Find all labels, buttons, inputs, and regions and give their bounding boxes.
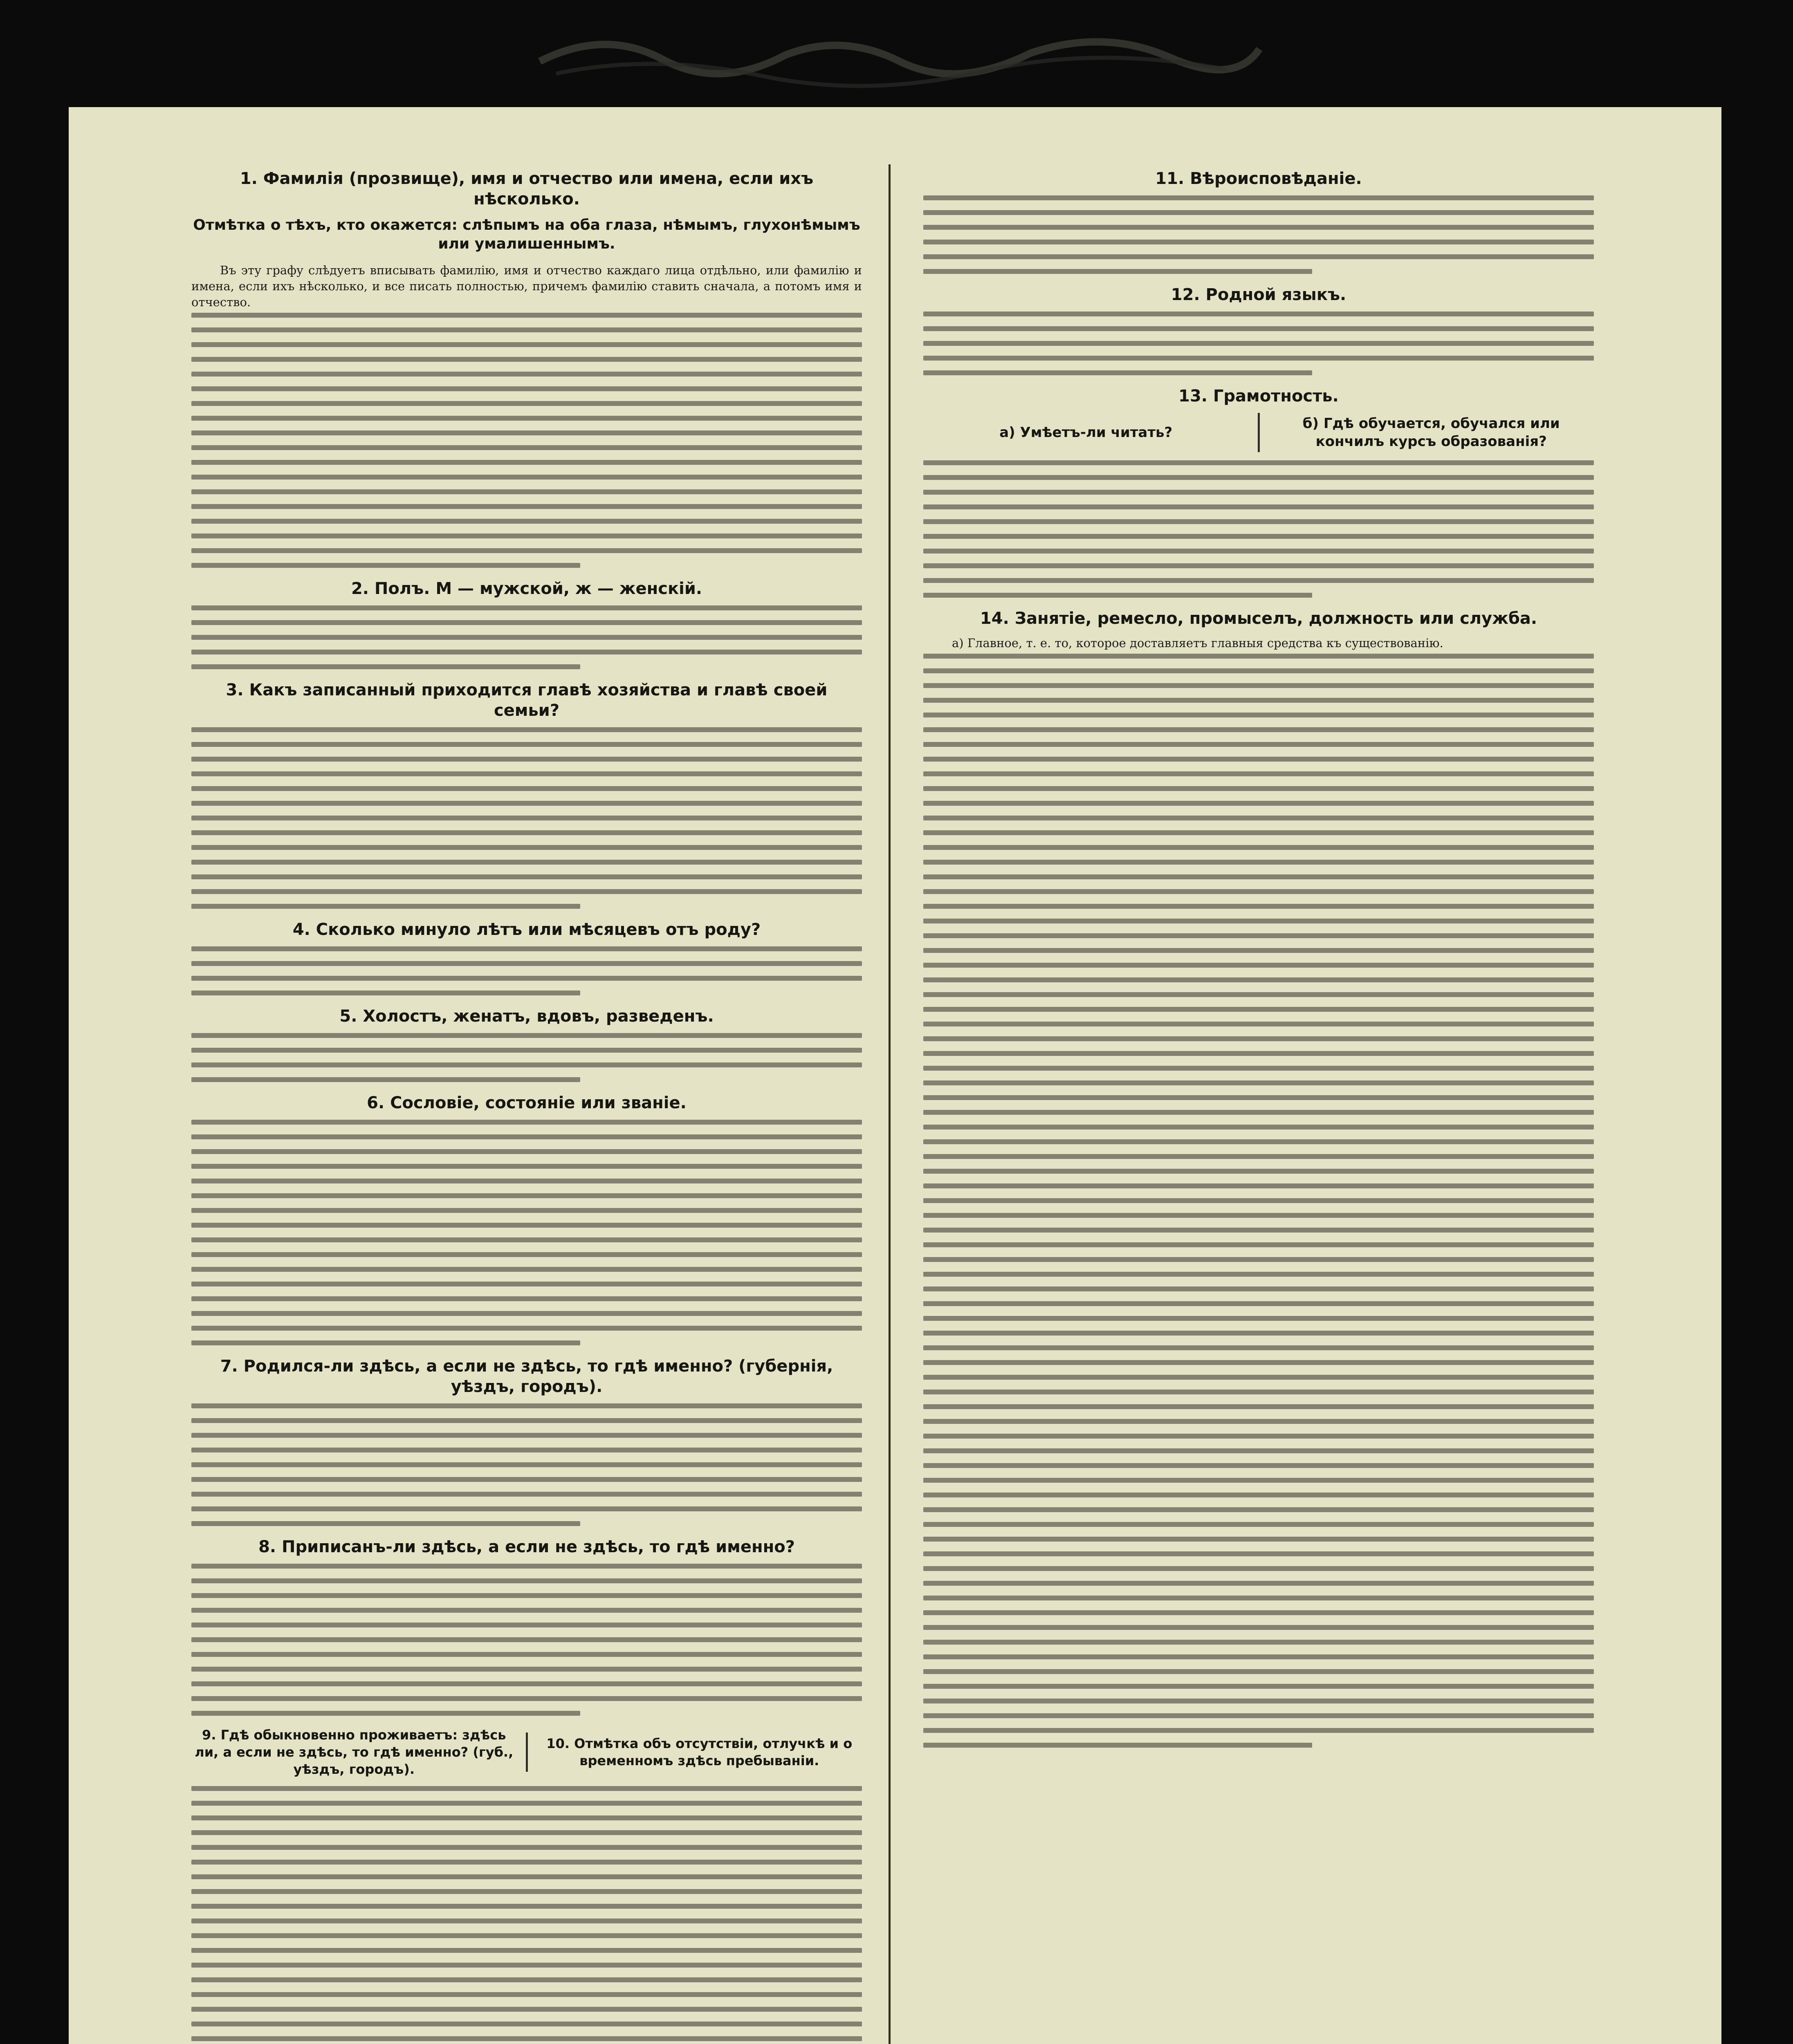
left-column (191, 168, 862, 2044)
section-8-title: 8. Приписанъ-ли здѣсь, а если не здѣсь, то гдѣ именно? (258, 1537, 795, 1556)
section-13-subheaders (923, 413, 1594, 452)
section-13b-title: б) Гдѣ обучается, обучался или кончилъ курсъ образованія? (1302, 415, 1560, 450)
section-3-title: 3. Какъ записанный приходится главѣ хозяйства и главѣ своей семьи? (226, 681, 828, 720)
section-5-title: 5. Холостъ, женатъ, вдовъ, разведенъ. (339, 1007, 714, 1026)
section-1-body-lines (191, 313, 862, 568)
section-14-body-lines (923, 654, 1594, 1748)
section-1-lead: Въ эту графу слѣдуетъ вписывать фамилію, имя и отчество каждаго лица отдѣльно, или фамилію и имена, если ихъ нѣсколько, и все писать полностью, причемъ фамилію ставить сначала, а потомъ имя и отчество. (191, 263, 862, 309)
section-13-title: 13. Грамотность. (1178, 387, 1339, 406)
section-13a-title: а) Умѣетъ-ли читать? (999, 424, 1173, 441)
column-divider (889, 164, 891, 2044)
sections-9-10-header (191, 1726, 862, 1778)
section-8-body-lines (191, 1564, 862, 1716)
section-12-body-lines (923, 312, 1594, 375)
section-10-title: 10. Отмѣтка объ отсутствіи, отлучкѣ и о временномъ здѣсь пребываніи. (546, 1736, 853, 1768)
section-14-title: 14. Занятіе, ремесло, промыселъ, должность или служба. (980, 609, 1537, 628)
section-1-title: 1. Фамилія (прозвище), имя и отчество или имена, если ихъ нѣсколько. (240, 169, 814, 208)
section-7-title: 7. Родился-ли здѣсь, а если не здѣсь, то гдѣ именно? (губернія, уѣздъ, городъ). (220, 1357, 833, 1396)
subheader-divider (1258, 413, 1260, 452)
section-6-title: 6. Сословіе, состояніе или званіе. (367, 1094, 687, 1112)
handwritten-annotation (532, 16, 1268, 94)
section-3-body-lines (191, 727, 862, 909)
section-1-note: Отмѣтка о тѣхъ, кто окажется: слѣпымъ на оба глаза, нѣмымъ, глухонѣмымъ или умалишеннымъ. (193, 217, 860, 252)
section-9-title: 9. Гдѣ обыкновенно проживаетъ: здѣсь ли, а если не здѣсь, то гдѣ именно? (губ., уѣздъ, городъ). (195, 1727, 514, 1777)
section-6-body-lines (191, 1120, 862, 1345)
section-9-body-lines (191, 1786, 862, 2044)
section-2-body-lines (191, 605, 862, 669)
section-11-title: 11. Вѣроисповѣданіе. (1155, 169, 1362, 188)
census-instruction-sheet (69, 107, 1721, 2044)
section-14-lead: а) Главное, т. е. то, которое доставляетъ главныя средства къ существованію. (952, 636, 1443, 650)
section-11-body-lines (923, 195, 1594, 274)
section-12-title: 12. Родной языкъ. (1171, 285, 1346, 304)
section-4-title: 4. Сколько минуло лѣтъ или мѣсяцевъ отъ роду? (292, 920, 761, 939)
section-4-body-lines (191, 946, 862, 995)
right-column (923, 168, 1594, 1758)
header-divider (526, 1732, 528, 1772)
section-5-body-lines (191, 1033, 862, 1082)
section-7-body-lines (191, 1403, 862, 1526)
section-13-body-lines (923, 460, 1594, 598)
section-2-title: 2. Полъ. М — мужской, ж — женскій. (351, 579, 702, 598)
